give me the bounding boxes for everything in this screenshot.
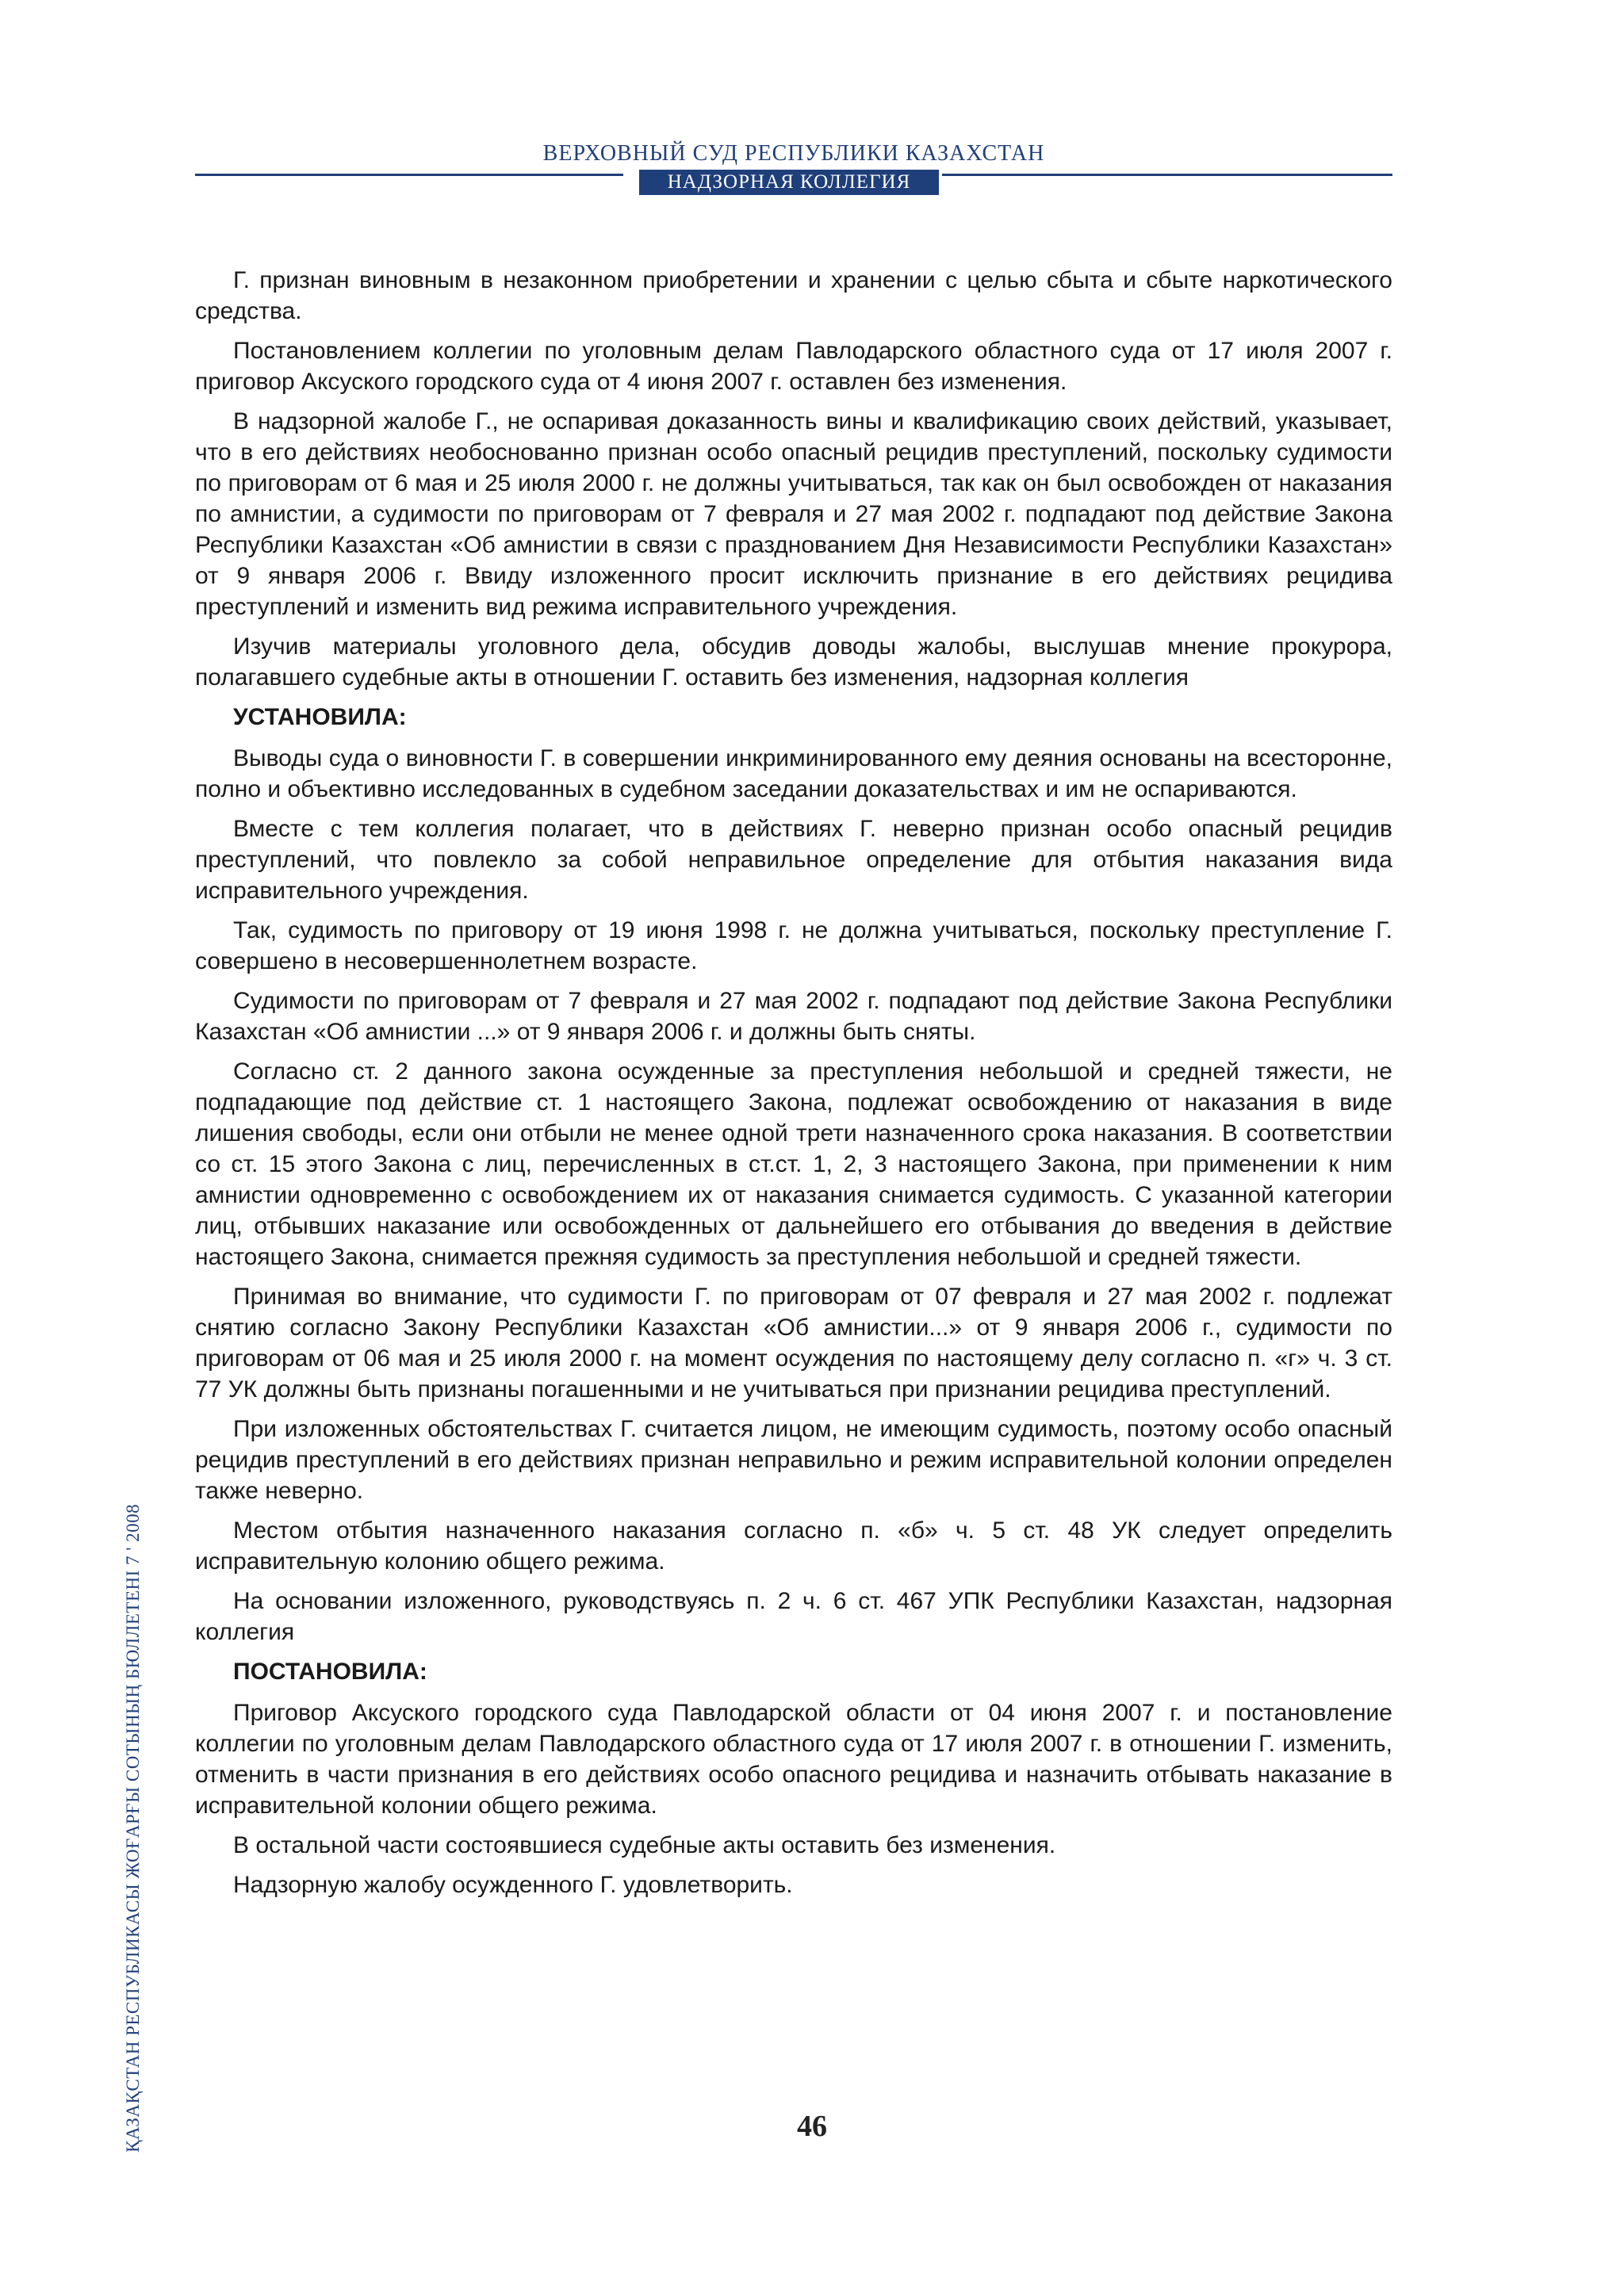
paragraph: В остальной части состоявшиеся судебные акты оставить без изменения. (233, 1832, 1056, 1858)
court-name: ВЕРХОВНЫЙ СУД РЕСПУБЛИКИ КАЗАХСТАН (542, 141, 1045, 166)
collegium-label: НАДЗОРНАЯ КОЛЛЕГИЯ (639, 170, 939, 195)
page-header (195, 140, 1392, 201)
paragraph: Г. признан виновным в незаконном приобретении и хранении с целью сбыта и сбыте наркотического средства. (195, 267, 1392, 324)
paragraph: Судимости по приговорам от 7 февраля и 27 мая 2002 г. подпадают под действие Закона Республики Казахстан «Об амнистии ...» от 9 января 2006 г. и должны быть сняты. (195, 988, 1392, 1045)
document-body (195, 265, 1392, 1909)
paragraph: При изложенных обстоятельствах Г. считается лицом, не имеющим судимость, поэтому особо опасный рецидив преступлений в его действиях признан неправильно и режим исправительной колонии определен также неверно. (195, 1416, 1392, 1504)
paragraph: Так, судимость по приговору от 19 июня 1998 г. не должна учитываться, поскольку преступление Г. совершено в несовершеннолетнем возрасте. (195, 917, 1392, 974)
paragraph: Постановлением коллегии по уголовным делам Павлодарского областного суда от 17 июля 2007 г. приговор Аксуского городского суда от 4 июня 2007 г. оставлен без изменения. (195, 338, 1392, 395)
bulletin-sidebar-label: ҚАЗАҚСТАН РЕСПУБЛИКАСЫ ЖОҒАРҒЫ СОТЫНЫҢ БЮЛЛЕТЕНІ 7 ' 2008 (123, 1503, 143, 2152)
paragraph: Приговор Аксуского городского суда Павлодарской области от 04 июня 2007 г. и постановление коллегии по уголовным делам Павлодарского областного суда от 17 июля 2007 г. в отношении Г. изменить, отменить в части признания в его действиях особо опасного рецидива и назначить отбывать наказание в исправительной колонии общего режима. (195, 1700, 1392, 1819)
paragraph: Выводы суда о виновности Г. в совершении инкриминированного ему деяния основаны на всесторонне, полно и объективно исследованных в судебном заседании доказательствах и им не оспариваются. (195, 745, 1392, 802)
section-heading-resolved: ПОСТАНОВИЛА: (233, 1659, 427, 1685)
page-number: 46 (797, 2110, 827, 2143)
paragraph: Изучив материалы уголовного дела, обсудив доводы жалобы, выслушав мнение прокурора, полагавшего судебные акты в отношении Г. оставить без изменения, надзорная коллегия (195, 633, 1392, 691)
header-rule-left (195, 174, 623, 176)
paragraph: На основании изложенного, руководствуясь п. 2 ч. 6 ст. 467 УПК Республики Казахстан, надзорная коллегия (195, 1588, 1392, 1645)
section-heading-established: УСТАНОВИЛА: (233, 704, 407, 730)
paragraph: Принимая во внимание, что судимости Г. по приговорам от 07 февраля и 27 мая 2002 г. подлежат снятию согласно Закону Республики Казахстан «Об амнистии...» от 9 января 2006 г., судимости по приговорам от 06 мая и 25 июля 2000 г. на момент осуждения по настоящему делу согласно п. «г» ч. 3 ст. 77 УК должны быть признаны погашенными и не учитываться при признании рецидива преступлений. (195, 1284, 1392, 1402)
paragraph: В надзорной жалобе Г., не оспаривая доказанность вины и квалификацию своих действий, указывает, что в его действиях необоснованно признан особо опасный рецидив преступлений, поскольку судимости по приговорам от 6 мая и 25 июля 2000 г. не должны учитываться, так как он был освобожден от наказания по амнистии, а судимости по приговорам от 7 февраля и 27 мая 2002 г. подпадают под действие Закона Республики Казахстан «Об амнистии в связи с празднованием Дня Независимости Республики Казахстан» от 9 января 2006 г. Ввиду изложенного просит исключить признание в его действиях рецидива преступлений и изменить вид режима исправительного учреждения. (195, 408, 1392, 620)
paragraph: Вместе с тем коллегия полагает, что в действиях Г. неверно признан особо опасный рецидив преступлений, что повлекло за собой неправильное определение для отбытия наказания вида исправительного учреждения. (195, 816, 1392, 904)
paragraph: Местом отбытия назначенного наказания согласно п. «б» ч. 5 ст. 48 УК следует определить исправительную колонию общего режима. (195, 1517, 1392, 1575)
paragraph: Согласно ст. 2 данного закона осужденные за преступления небольшой и средней тяжести, не подпадающие под действие ст. 1 настоящего Закона, подлежат освобождению от наказания в виде лишения свободы, если они отбыли не менее одной трети назначенного срока наказания. В соответствии со ст. 15 этого Закона с лиц, перечисленных в ст.ст. 1, 2, 3 настоящего Закона, при применении к ним амнистии одновременно с освобождением их от наказания снимается судимость. С указанной категории лиц, отбывших наказание или освобожденных от дальнейшего его отбывания до введения в действие настоящего Закона, снимается прежняя судимость за преступления небольшой и средней тяжести. (195, 1058, 1392, 1270)
header-rule-right (942, 174, 1392, 176)
header-rule-row (195, 170, 1392, 201)
paragraph: Надзорную жалобу осужденного Г. удовлетворить. (233, 1872, 793, 1898)
